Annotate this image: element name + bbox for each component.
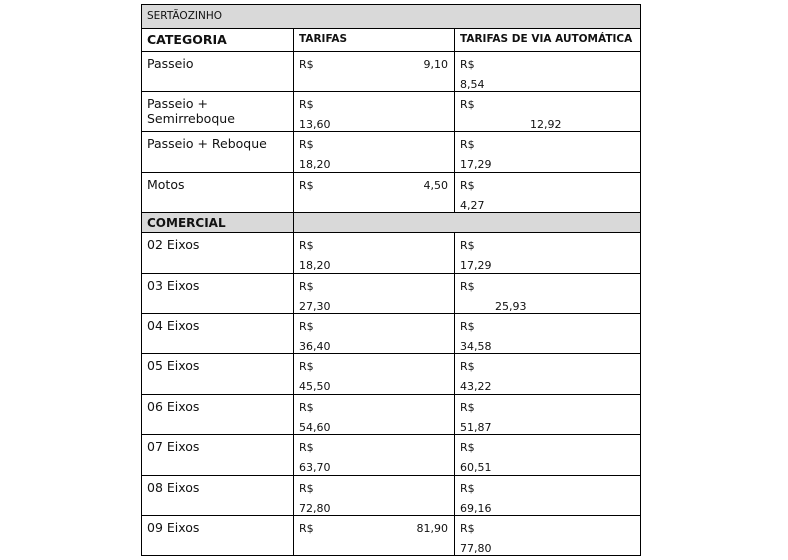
header-categoria: CATEGORIA [147, 32, 227, 47]
currency-label: R$ [299, 482, 314, 495]
tarifa-cell [293, 274, 454, 313]
currency-label: R$ [299, 138, 314, 151]
via-cell [454, 476, 640, 515]
table-row [141, 91, 641, 131]
section-comercial [141, 212, 641, 232]
tarifa-cell [293, 476, 454, 515]
table-row [141, 51, 641, 91]
currency-label: R$ [460, 401, 475, 414]
table-row [141, 273, 641, 313]
row-category: 07 Eixos [147, 439, 200, 454]
currency-label: R$ [460, 280, 475, 293]
row-category: Motos [147, 177, 185, 192]
via-value: 69,16 [460, 502, 492, 515]
currency-label: R$ [299, 360, 314, 373]
tarifa-cell [293, 92, 454, 131]
currency-label: R$ [460, 482, 475, 495]
table-row [141, 131, 641, 172]
table-row [141, 353, 641, 394]
tarifa-cell [293, 132, 454, 172]
currency-label: R$ [299, 98, 314, 111]
currency-label: R$ [460, 320, 475, 333]
row-category: 09 Eixos [147, 520, 200, 535]
via-value: 51,87 [460, 421, 492, 434]
table-row [141, 434, 641, 475]
tarifa-value: 36,40 [299, 340, 331, 353]
tarifa-value: 4,50 [423, 179, 448, 192]
via-value: 8,54 [460, 78, 485, 91]
currency-label: R$ [460, 441, 475, 454]
currency-label: R$ [299, 441, 314, 454]
table-row [141, 475, 641, 515]
tarifa-value: 9,10 [423, 58, 448, 71]
currency-label: R$ [460, 98, 475, 111]
via-cell [454, 314, 640, 353]
row-category: 02 Eixos [147, 237, 200, 252]
currency-label: R$ [299, 522, 314, 535]
tarifa-cell [293, 435, 454, 475]
table-row [141, 232, 641, 273]
via-value: 25,93 [495, 300, 527, 313]
table-title [141, 4, 641, 28]
row-category: Passeio + Reboque [147, 136, 267, 151]
via-cell [454, 395, 640, 434]
currency-label: R$ [299, 401, 314, 414]
currency-label: R$ [299, 239, 314, 252]
tarifa-value: 27,30 [299, 300, 331, 313]
section-spacer [293, 213, 640, 232]
currency-label: R$ [460, 179, 475, 192]
via-cell [454, 92, 640, 131]
via-value: 60,51 [460, 461, 492, 474]
tarifa-value: 18,20 [299, 259, 331, 272]
currency-label: R$ [299, 280, 314, 293]
title-text: SERTÃOZINHO [147, 10, 222, 22]
header-row [141, 28, 641, 51]
tarifa-value: 45,50 [299, 380, 331, 393]
via-value: 17,29 [460, 259, 492, 272]
tarifa-value: 63,70 [299, 461, 331, 474]
row-category: 04 Eixos [147, 318, 200, 333]
via-cell [454, 435, 640, 475]
row-category: Passeio [147, 56, 194, 71]
row-category: Passeio + Semirreboque [147, 96, 235, 126]
via-value: 4,27 [460, 199, 485, 212]
currency-label: R$ [460, 138, 475, 151]
tarifa-cell [293, 314, 454, 353]
currency-label: R$ [299, 320, 314, 333]
table-row [141, 515, 641, 556]
table-row [141, 172, 641, 212]
row-category: 03 Eixos [147, 278, 200, 293]
tarifa-cell [293, 354, 454, 394]
tarifa-value: 81,90 [416, 522, 448, 535]
via-cell [454, 233, 640, 273]
via-value: 12,92 [530, 118, 562, 131]
header-tarifas: TARIFAS [293, 29, 454, 51]
via-cell [454, 274, 640, 313]
tarifa-value: 13,60 [299, 118, 331, 131]
currency-label: R$ [460, 360, 475, 373]
table-row [141, 313, 641, 353]
table-row [141, 394, 641, 434]
via-cell [454, 132, 640, 172]
tarifa-cell [293, 516, 454, 555]
via-cell [454, 52, 640, 91]
currency-label: R$ [460, 58, 475, 71]
row-category: 05 Eixos [147, 358, 200, 373]
tarifa-value: 72,80 [299, 502, 331, 515]
tarifa-cell [293, 52, 454, 91]
tarifa-cell [293, 233, 454, 273]
tarifa-value: 18,20 [299, 158, 331, 171]
via-value: 43,22 [460, 380, 492, 393]
currency-label: R$ [460, 522, 475, 535]
tarifa-value: 54,60 [299, 421, 331, 434]
currency-label: R$ [299, 58, 314, 71]
tarifa-cell [293, 395, 454, 434]
currency-label: R$ [299, 179, 314, 192]
via-value: 34,58 [460, 340, 492, 353]
via-cell [454, 173, 640, 212]
section-title: COMERCIAL [147, 216, 226, 230]
header-tarifas-via: TARIFAS DE VIA AUTOMÁTICA [454, 29, 640, 51]
row-category: 06 Eixos [147, 399, 200, 414]
row-category: 08 Eixos [147, 480, 200, 495]
via-value: 77,80 [460, 542, 492, 555]
via-cell [454, 516, 640, 555]
currency-label: R$ [460, 239, 475, 252]
toll-table [141, 4, 641, 556]
via-cell [454, 354, 640, 394]
via-value: 17,29 [460, 158, 492, 171]
tarifa-cell [293, 173, 454, 212]
